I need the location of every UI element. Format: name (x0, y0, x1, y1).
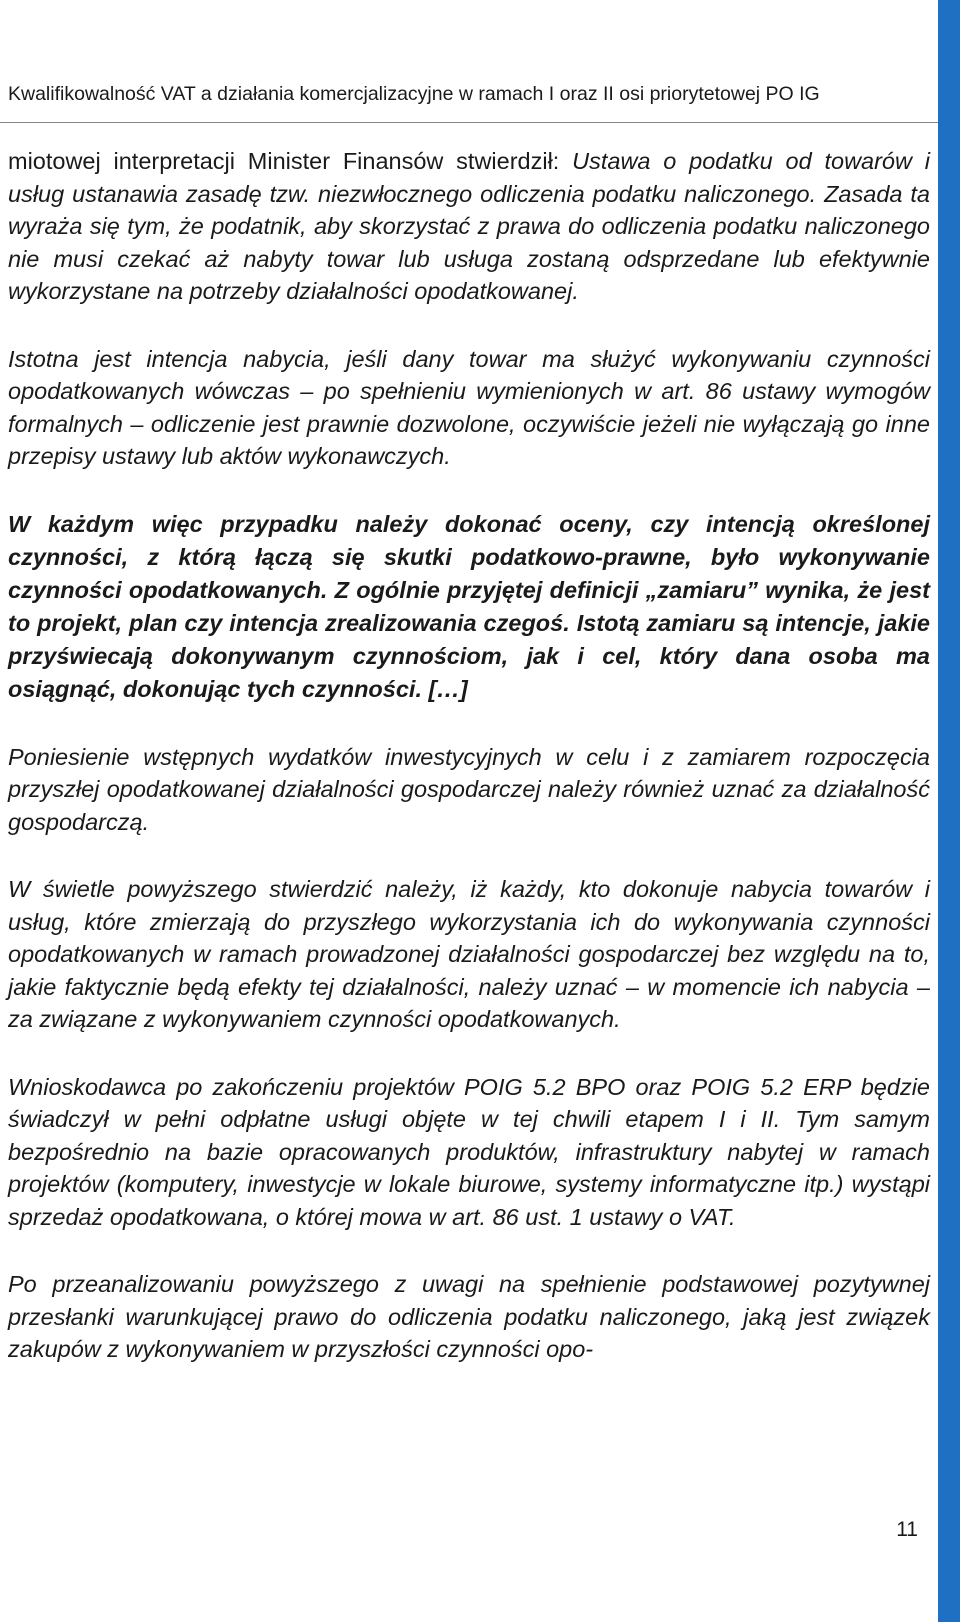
paragraph-1 (8, 145, 930, 308)
paragraph-6: Wnioskodawca po zakończeniu projektów POIG 5.2 BPO oraz POIG 5.2 ERP będzie świadczył w pełni odpłatne usługi objęte w tej chwili etapem I i II. Tym samym bezpośrednio na bazie opracowanych produktów, infrastruktury nabytej w ramach projektów (komputery, inwestycje w lokale biurowe, systemy informatyczne itp.) wystąpi sprzedaż opodatkowana, o której mowa w art. 86 ust. 1 ustawy o VAT. (8, 1073, 930, 1230)
paragraph-3-emphasis: W każdym więc przypadku należy dokonać oceny, czy intencją określonej czynności, z którą łączą się skutki podatkowo-prawne, było wykonywanie czynności opodatkowanych. Z ogólnie przyjętej definicji „zamiaru” wynika, że jest to projekt, plan czy intencja zrealizowania czegoś. Istotą zamiaru są intencje, jakie przyświecają dokonywanym czynnościom, jak i cel, który dana osoba ma osiągnąć, dokonując tych czynności. […] (8, 510, 930, 702)
paragraph-5: W świetle powyższego stwierdzić należy, iż każdy, kto dokonuje nabycia towarów i usług, które zmierzają do przyszłego wykorzystania ich do wykonywania czynności opodatkowanych w ramach prowadzonej działalności gospodarczej bez względu na to, jakie faktycznie będą efekty tej działalności, należy uznać – w momencie ich nabycia – za związane z wykonywaniem czynności opodatkowanych. (8, 876, 930, 1032)
running-header: Kwalifikowalność VAT a działania komercjalizacyjne w ramach I oraz II osi priorytetowej PO IG (8, 83, 820, 105)
paragraph-1-quote: Ustawa o podatku od towarów i usług ustanawia zasadę tzw. niezwłocznego odliczenia podatku naliczonego. Zasada ta wyraża się tym, że podatnik, aby skorzystać z prawa do odliczenia podatku naliczonego nie musi czekać aż nabyty towar lub usługa zostaną odsprzedane lub efektywnie wykorzystane na potrzeby działalności opodatkowanej. (8, 148, 930, 304)
paragraph-4: Poniesienie wstępnych wydatków inwestycyjnych w celu i z zamiarem rozpoczęcia przyszłej opodatkowanej działalności gospodarczej należy również uznać za działalność gospodarczą. (8, 743, 930, 835)
header-divider (0, 122, 938, 123)
body-text (8, 145, 930, 1401)
accent-edge-bar (938, 0, 960, 1622)
page-number: 11 (896, 1518, 918, 1541)
paragraph-1-lead: miotowej interpretacji Minister Finansów stwierdził: (8, 148, 573, 174)
paragraph-7: Po przeanalizowaniu powyższego z uwagi na spełnienie podstawowej pozytywnej przesłanki warunkującej prawo do odliczenia podatku naliczonego, jaką jest związek zakupów z wykonywaniem w przyszłości czynności opo- (8, 1271, 930, 1362)
paragraph-2: Istotna jest intencja nabycia, jeśli dany towar ma służyć wykonywaniu czynności opodatkowanych wówczas – po spełnieniu wymienionych w art. 86 ustawy wymogów formalnych – odliczenie jest prawnie dozwolone, oczywiście jeżeli nie wyłączają go inne przepisy ustawy lub aktów wykonawczych. (8, 345, 930, 469)
